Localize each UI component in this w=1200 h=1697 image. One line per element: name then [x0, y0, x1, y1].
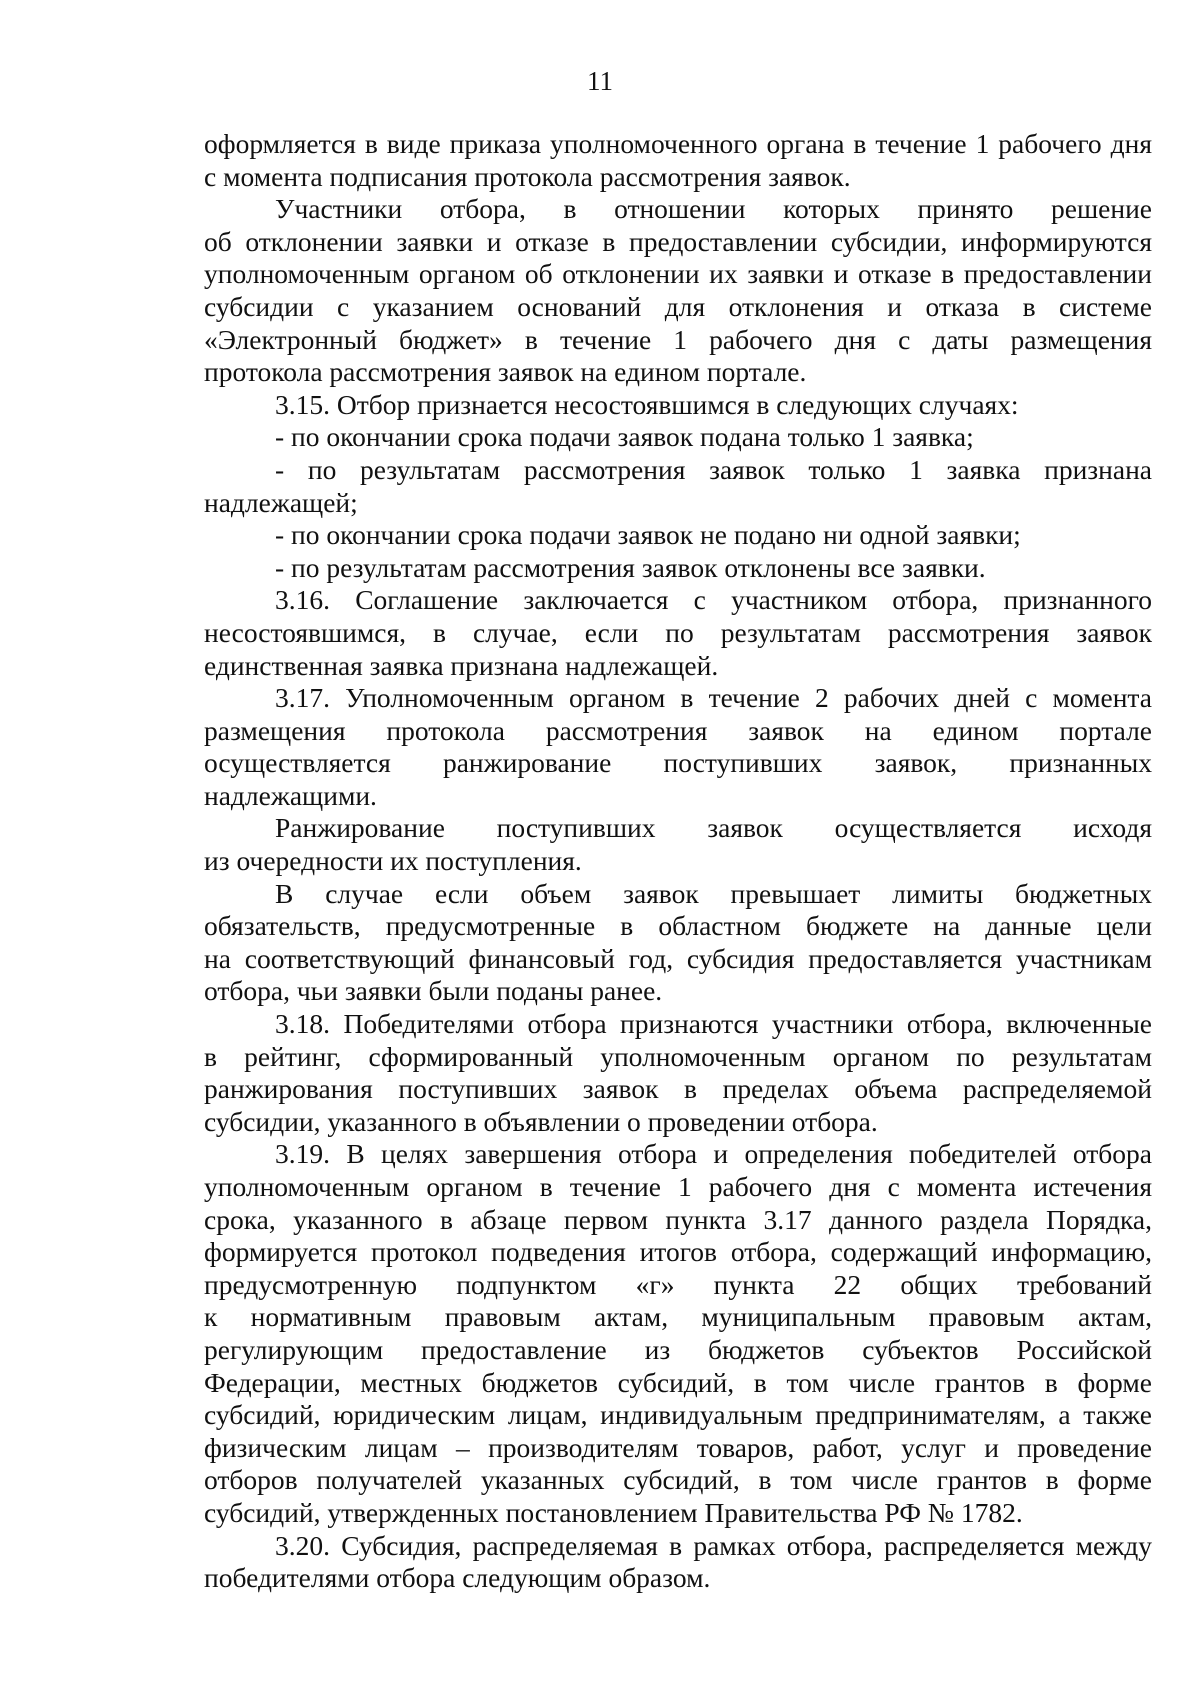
- text-line: осуществляется ранжирование поступивших заявок, признанных: [204, 747, 1152, 779]
- text-line: на соответствующий финансовый год, субсидия предоставляется участникам: [204, 942, 1152, 974]
- text-line: предусмотренную подпунктом «г» пункта 22 общих требований: [204, 1268, 1152, 1300]
- text-line: надлежащей;: [204, 486, 358, 518]
- text-line: 3.20. Субсидия, распределяемая в рамках отбора, распределяется между: [275, 1529, 1152, 1561]
- text-line: «Электронный бюджет» в течение 1 рабочего дня с даты размещения: [204, 323, 1152, 355]
- text-line: 3.18. Победителями отбора признаются участники отбора, включенные: [275, 1008, 1152, 1040]
- text-line: оформляется в виде приказа уполномоченного органа в течение 1 рабочего дня: [204, 128, 1152, 159]
- text-line: Ранжирование поступивших заявок осуществляется исходя: [275, 812, 1152, 844]
- text-line: - по окончании срока подачи заявок подана только 1 заявка;: [275, 421, 974, 453]
- text-line: субсидии с указанием оснований для отклонения и отказа в системе: [204, 290, 1152, 322]
- text-line: в рейтинг, сформированный уполномоченным органом по результатам: [204, 1040, 1152, 1072]
- text-line: отборов получателей указанных субсидий, в том числе грантов в форме: [204, 1464, 1152, 1496]
- text-line: субсидий, утвержденных постановлением Правительства РФ № 1782.: [204, 1496, 1023, 1528]
- text-line: В случае если объем заявок превышает лимиты бюджетных: [275, 877, 1152, 909]
- text-line: надлежащими.: [204, 779, 377, 811]
- text-line: отбора, чьи заявки были поданы ранее.: [204, 975, 663, 1007]
- text-line: ранжирования поступивших заявок в пределах объема распределяемой: [204, 1073, 1152, 1105]
- text-line: Участники отбора, в отношении которых принято решение: [275, 193, 1152, 225]
- text-line: регулирующим предоставление из бюджетов субъектов Российской: [204, 1333, 1152, 1365]
- text-line: с момента подписания протокола рассмотрения заявок.: [204, 160, 851, 192]
- text-line: - по результатам рассмотрения заявок только 1 заявка признана: [275, 453, 1152, 485]
- text-line: срока, указанного в абзаце первом пункта 3.17 данного раздела Порядка,: [204, 1203, 1152, 1235]
- text-line: Федерации, местных бюджетов субсидий, в том числе грантов в форме: [204, 1366, 1152, 1398]
- text-line: размещения протокола рассмотрения заявок на едином портале: [204, 714, 1152, 746]
- text-line: к нормативным правовым актам, муниципальным правовым актам,: [204, 1301, 1152, 1333]
- text-line: протокола рассмотрения заявок на едином портале.: [204, 356, 807, 388]
- text-line: 3.17. Уполномоченным органом в течение 2 рабочих дней с момента: [275, 682, 1152, 714]
- text-line: уполномоченным органом в течение 1 рабочего дня с момента истечения: [204, 1171, 1152, 1202]
- text-line: из очередности их поступления.: [204, 845, 582, 877]
- text-line: 3.19. В целях завершения отбора и определения победителей отбора: [275, 1138, 1152, 1170]
- text-line: 3.15. Отбор признается несостоявшимся в следующих случаях:: [275, 388, 1019, 420]
- text-line: физическим лицам – производителям товаров, работ, услуг и проведение: [204, 1431, 1152, 1463]
- document-body: [204, 128, 1152, 1595]
- text-line: единственная заявка признана надлежащей.: [204, 649, 719, 681]
- text-line: несостоявшимся, в случае, если по результатам рассмотрения заявок: [204, 616, 1152, 648]
- text-line: - по окончании срока подачи заявок не подано ни одной заявки;: [275, 519, 1021, 551]
- text-line: победителями отбора следующим образом.: [204, 1562, 711, 1594]
- text-line: обязательств, предусмотренные в областном бюджете на данные цели: [204, 910, 1152, 942]
- text-line: уполномоченным органом об отклонении их заявки и отказе в предоставлении: [204, 258, 1152, 290]
- text-line: об отклонении заявки и отказе в предоставлении субсидии, информируются: [204, 225, 1152, 257]
- page-number: 11: [587, 66, 613, 96]
- text-line: формируется протокол подведения итогов отбора, содержащий информацию,: [204, 1236, 1152, 1268]
- text-line: субсидии, указанного в объявлении о проведении отбора.: [204, 1105, 878, 1137]
- text-line: - по результатам рассмотрения заявок отклонены все заявки.: [275, 551, 986, 583]
- text-line: 3.16. Соглашение заключается с участником отбора, признанного: [275, 584, 1152, 616]
- text-line: субсидий, юридическим лицам, индивидуальным предпринимателям, а также: [204, 1399, 1152, 1431]
